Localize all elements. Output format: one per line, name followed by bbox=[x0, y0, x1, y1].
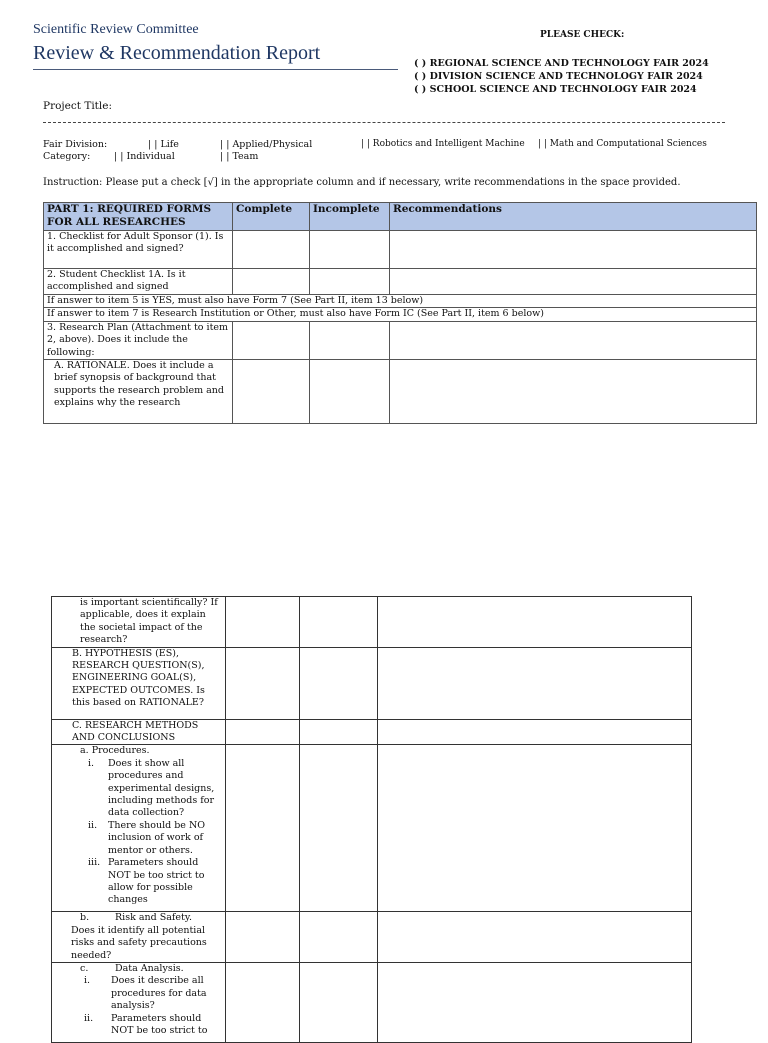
table-row bbox=[44, 231, 757, 269]
item-rationale: A. RATIONALE. Does it include a brief synopsis of background that supports the research problem and explains why the research bbox=[44, 360, 233, 424]
incomplete-cell[interactable] bbox=[310, 269, 390, 295]
fair-checklist bbox=[414, 57, 709, 96]
incomplete-cell[interactable] bbox=[300, 745, 378, 912]
header-part1: PART 1: REQUIRED FORMS FOR ALL RESEARCHES bbox=[44, 203, 233, 231]
complete-cell[interactable] bbox=[226, 912, 300, 963]
committee-name: Scientific Review Committee bbox=[33, 22, 199, 37]
recommendation-cell[interactable] bbox=[390, 269, 757, 295]
note-form-7: If answer to item 5 is YES, must also have Form 7 (See Part II, item 13 below) bbox=[44, 295, 757, 308]
project-title-line[interactable] bbox=[43, 122, 725, 123]
complete-cell[interactable] bbox=[226, 597, 300, 648]
incomplete-cell[interactable] bbox=[300, 719, 378, 745]
header-incomplete: Incomplete bbox=[310, 203, 390, 231]
sub-number: c. bbox=[80, 963, 89, 975]
table-row bbox=[44, 321, 757, 359]
incomplete-cell[interactable] bbox=[310, 231, 390, 269]
recommendation-cell[interactable] bbox=[390, 360, 757, 424]
recommendation-cell[interactable] bbox=[390, 231, 757, 269]
sub-number: ii. bbox=[88, 819, 98, 831]
fair-division-label: Fair Division: bbox=[43, 139, 108, 150]
item-student-checklist: 2. Student Checklist 1A. Is it accomplished and signed bbox=[44, 269, 233, 295]
complete-cell[interactable] bbox=[226, 719, 300, 745]
risk-title: Risk and Safety. bbox=[115, 912, 192, 924]
sub-number: b. bbox=[80, 912, 90, 924]
division-option-life[interactable]: | | Life bbox=[148, 139, 179, 150]
incomplete-cell[interactable] bbox=[300, 912, 378, 963]
data-item-text: Parameters should NOT be too strict to bbox=[111, 1012, 208, 1037]
item-procedures bbox=[52, 745, 226, 912]
report-title: Review & Recommendation Report bbox=[33, 42, 321, 64]
sub-number: i. bbox=[84, 975, 91, 987]
please-check-label: PLEASE CHECK: bbox=[540, 30, 625, 40]
fair-option-division[interactable]: ( ) DIVISION SCIENCE AND TECHNOLOGY FAIR 2024 bbox=[414, 71, 703, 82]
procedures-title: a. Procedures. bbox=[80, 745, 150, 757]
item-hypothesis: B. HYPOTHESIS (ES), RESEARCH QUESTION(S), ENGINEERING GOAL(S), EXPECTED OUTCOMES. Is this based on RATIONALE? bbox=[52, 647, 226, 719]
category-label: Category: bbox=[43, 151, 91, 162]
complete-cell[interactable] bbox=[226, 963, 300, 1043]
note-form-ic: If answer to item 7 is Research Institution or Other, must also have Form IC (See Part II, item 6 below) bbox=[44, 308, 757, 321]
recommendation-cell[interactable] bbox=[378, 647, 692, 719]
data-analysis-title: Data Analysis. bbox=[115, 963, 184, 975]
table-row bbox=[52, 719, 692, 745]
title-divider bbox=[33, 69, 398, 70]
item-research-methods: C. RESEARCH METHODS AND CONCLUSIONS bbox=[52, 719, 226, 745]
incomplete-cell[interactable] bbox=[310, 360, 390, 424]
procedure-item-text: Does it show all procedures and experimental designs, including methods for data collection? bbox=[108, 757, 215, 819]
risk-text: Does it identify all potential risks and safety precautions needed? bbox=[71, 924, 207, 961]
item-research-plan: 3. Research Plan (Attachment to item 2, above). Does it include the following: bbox=[44, 321, 233, 359]
item-checklist-adult-sponsor: 1. Checklist for Adult Sponsor (1). Is it accomplished and signed? bbox=[44, 231, 233, 269]
instruction-text: Instruction: Please put a check [√] in the appropriate column and if necessary, write recommendations in the space provided. bbox=[43, 177, 681, 188]
project-title-label: Project Title: bbox=[43, 100, 113, 112]
division-option-math[interactable]: | | Math and Computational Sciences bbox=[538, 139, 707, 149]
sub-number: i. bbox=[88, 757, 95, 769]
complete-cell[interactable] bbox=[233, 360, 310, 424]
incomplete-cell[interactable] bbox=[310, 321, 390, 359]
complete-cell[interactable] bbox=[233, 321, 310, 359]
sub-number: iii. bbox=[88, 857, 101, 869]
review-table-part1 bbox=[43, 202, 757, 424]
table-row bbox=[44, 269, 757, 295]
table-row bbox=[52, 647, 692, 719]
recommendation-cell[interactable] bbox=[378, 745, 692, 912]
procedure-item-text: Parameters should NOT be too strict to allow for possible changes bbox=[108, 857, 205, 906]
header-complete: Complete bbox=[233, 203, 310, 231]
division-option-applied-physical[interactable]: | | Applied/Physical bbox=[220, 139, 313, 150]
recommendation-cell[interactable] bbox=[390, 321, 757, 359]
table-row bbox=[52, 912, 692, 963]
complete-cell[interactable] bbox=[233, 231, 310, 269]
fair-option-school[interactable]: ( ) SCHOOL SCIENCE AND TECHNOLOGY FAIR 2024 bbox=[414, 84, 697, 95]
incomplete-cell[interactable] bbox=[300, 647, 378, 719]
category-option-team[interactable]: | | Team bbox=[220, 151, 259, 162]
complete-cell[interactable] bbox=[233, 269, 310, 295]
item-risk-safety bbox=[52, 912, 226, 963]
item-data-analysis bbox=[52, 963, 226, 1043]
complete-cell[interactable] bbox=[226, 647, 300, 719]
sub-number: ii. bbox=[84, 1012, 94, 1024]
item-rationale-continued: is important scientifically? If applicable, does it explain the societal impact of the research? bbox=[52, 597, 226, 648]
fair-option-regional[interactable]: ( ) REGIONAL SCIENCE AND TECHNOLOGY FAIR 2024 bbox=[414, 58, 709, 69]
recommendation-cell[interactable] bbox=[378, 719, 692, 745]
table-row bbox=[44, 360, 757, 424]
division-option-robotics[interactable]: | | Robotics and Intelligent Machine bbox=[361, 139, 525, 149]
procedure-item-text: There should be NO inclusion of work of mentor or others. bbox=[108, 819, 206, 856]
recommendation-cell[interactable] bbox=[378, 912, 692, 963]
table-row bbox=[44, 295, 757, 308]
table-row bbox=[44, 308, 757, 321]
complete-cell[interactable] bbox=[226, 745, 300, 912]
incomplete-cell[interactable] bbox=[300, 597, 378, 648]
table-row bbox=[52, 597, 692, 648]
data-item-text: Does it describe all procedures for data analysis? bbox=[111, 975, 207, 1012]
recommendation-cell[interactable] bbox=[378, 963, 692, 1043]
table-row bbox=[52, 745, 692, 912]
review-table-continued bbox=[51, 596, 692, 1043]
table-row bbox=[52, 963, 692, 1043]
incomplete-cell[interactable] bbox=[300, 963, 378, 1043]
recommendation-cell[interactable] bbox=[378, 597, 692, 648]
category-option-individual[interactable]: | | Individual bbox=[114, 151, 175, 162]
header-recommendations: Recommendations bbox=[390, 203, 757, 231]
